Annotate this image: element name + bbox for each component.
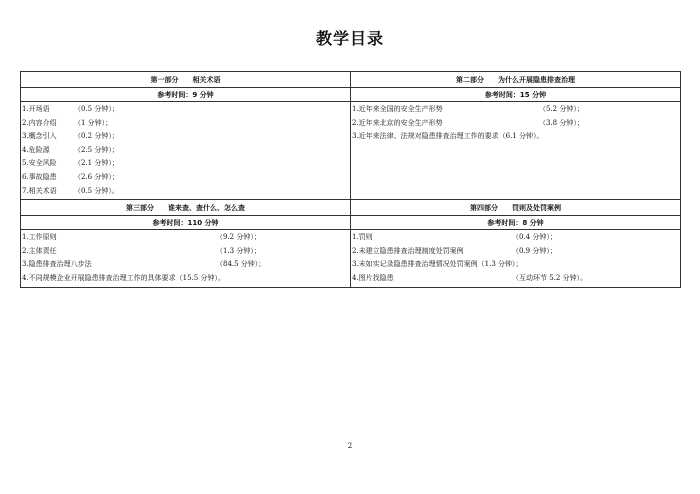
item-title: 6.事故隐患: [22, 172, 57, 181]
item-duration: （2.6 分钟）；: [74, 172, 119, 181]
section-3-items: [21, 230, 351, 287]
item-duration: （5.2 分钟）；: [539, 105, 584, 113]
reference-time-3: 参考时间：110 分钟: [21, 216, 351, 230]
reference-time-row: [21, 88, 681, 102]
list-item: [22, 103, 350, 117]
item-duration: （3.8 分钟）；: [539, 118, 584, 127]
list-item: [22, 231, 350, 245]
section-header-row: [21, 72, 681, 88]
list-item: [352, 117, 680, 131]
item-title: 2.近年来北京的安全生产形势: [352, 118, 443, 127]
item-title: 1.工作原则: [22, 233, 57, 242]
item-title: 1.开场语: [22, 105, 50, 113]
item-duration: （84.5 分钟）；: [216, 260, 266, 269]
section-number: 第四部分: [470, 203, 498, 212]
list-item: [352, 103, 680, 117]
item-title: 2.主体责任: [22, 246, 57, 255]
item-duration: （0.5 分钟）。: [74, 186, 119, 195]
list-item: [22, 144, 350, 158]
item-title: 3.未如实记录隐患排查治理情况处罚案例（1.3 分钟）；: [352, 260, 523, 269]
section-header-1: [21, 72, 351, 88]
item-title: 4.不同规模企业开展隐患排查治理工作的具体要求（15.5 分钟）。: [22, 273, 225, 282]
items-row: [21, 230, 681, 287]
list-item: [22, 185, 350, 199]
list-item: [352, 245, 680, 259]
list-item: [22, 272, 350, 286]
list-item: [22, 117, 350, 131]
item-duration: （互动环节 5.2 分钟）。: [512, 273, 588, 282]
section-number: 第一部分: [150, 75, 179, 84]
item-duration: （9.2 分钟）；: [216, 233, 261, 242]
page-number: 2: [347, 442, 353, 450]
section-4-items: [351, 230, 681, 287]
section-name: 谁来查、查什么、怎么查: [168, 203, 245, 212]
section-name: 相关术语: [192, 75, 221, 84]
item-duration: （0.4 分钟）；: [512, 233, 557, 242]
item-title: 2.内容介绍: [22, 118, 57, 127]
section-number: 第二部分: [456, 75, 484, 84]
reference-time-row: [21, 216, 681, 230]
list-item: [22, 130, 350, 144]
item-duration: （1 分钟）；: [74, 118, 113, 127]
item-title: 3.近年来法律、法规对隐患排查治理工作的要求（6.1 分钟）。: [352, 132, 544, 141]
items-row: [21, 102, 681, 200]
item-title: 4.危险源: [22, 145, 50, 154]
item-duration: （0.5 分钟）；: [74, 105, 119, 113]
item-duration: （2.1 分钟）；: [74, 159, 119, 168]
reference-time-4: 参考时间：8 分钟: [351, 216, 681, 230]
item-title: 4.图片找隐患: [352, 273, 394, 282]
item-title: 1.罚则: [352, 233, 373, 242]
item-title: 5.安全风险: [22, 159, 57, 168]
section-header-3: [21, 200, 351, 216]
page-title: 教学目录: [315, 29, 384, 48]
section-header-4: [351, 200, 681, 216]
list-item: [352, 130, 680, 144]
reference-time-1: 参考时间：9 分钟: [21, 88, 351, 102]
section-header-2: [351, 72, 681, 88]
section-2-items: [351, 102, 681, 200]
list-item: [22, 258, 350, 272]
item-title: 3.隐患排查治理八步法: [22, 260, 92, 269]
list-item: [352, 258, 680, 272]
item-title: 1.近年来全国的安全生产形势: [352, 105, 443, 113]
section-1-items: [21, 102, 351, 200]
list-item: [352, 272, 680, 286]
reference-time-2: 参考时间：15 分钟: [351, 88, 681, 102]
section-name: 为什么开展隐患排查治理: [498, 75, 575, 84]
item-duration: （1.3 分钟）；: [216, 246, 261, 255]
syllabus-table: [20, 71, 681, 288]
item-duration: （2.5 分钟）；: [74, 145, 119, 154]
item-title: 3.概念引入: [22, 132, 57, 141]
list-item: [352, 231, 680, 245]
list-item: [22, 157, 350, 171]
list-item: [22, 171, 350, 185]
section-name: 罚则及处罚案例: [512, 203, 561, 212]
item-title: 2.未建立隐患排查治理制度处罚案例: [352, 246, 464, 255]
item-duration: （0.2 分钟）；: [74, 132, 119, 141]
item-duration: （0.9 分钟）；: [512, 246, 557, 255]
list-item: [22, 245, 350, 259]
item-title: 7.相关术语: [22, 186, 57, 195]
section-number: 第三部分: [126, 203, 154, 212]
section-header-row: [21, 200, 681, 216]
